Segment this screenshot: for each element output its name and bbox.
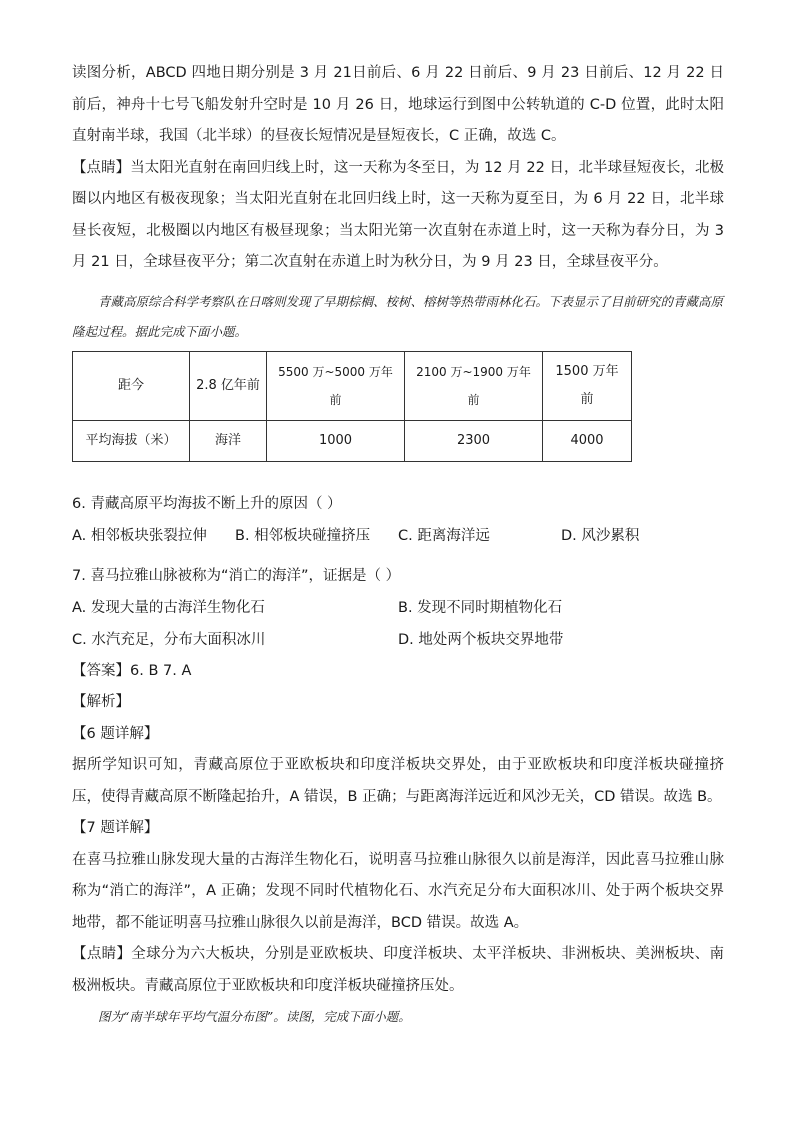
table-cell: 2300 <box>405 420 543 461</box>
q6-option-d: D. 风沙累积 <box>561 527 640 544</box>
dianjing-paragraph: 【点睛】当太阳光直射在南回归线上时，这一天称为冬至日，为 12 月 22 日，北半球昼短夜长，北极圈以内地区有极夜现象；当太阳光直射在北回归线上时，这一天称为夏至日，为 6 月 22 日，北半球昼长夜短，北极圈以内地区有极昼现象；当太阳光第一次直射在赤道上时，这一天称为春分日，为 3 月 21 日，全球昼夜平分；第二次直射在赤道上时为秋分日，为 9 月 23 日，全球昼夜平分。 <box>72 159 724 270</box>
dianjing2-paragraph: 【点睛】全球分为六大板块，分别是亚欧板块、印度洋板块、太平洋板块、非洲板块、美洲板块、南极洲板块。青藏高原位于亚欧板块和印度洋板块碰撞挤压处。 <box>72 946 724 994</box>
uplift-table <box>72 351 632 462</box>
table-cell: 2100 万~1900 万年前 <box>405 351 543 420</box>
jiexi-heading: 【解析】 <box>72 694 130 710</box>
table-row <box>73 420 632 461</box>
q7-option-a: A. 发现大量的古海洋生物化石 <box>72 599 265 616</box>
d7-heading: 【7 题详解】 <box>72 820 159 836</box>
d7-body: 在喜马拉雅山脉发现大量的古海洋生物化石，说明喜马拉雅山脉很久以前是海洋，因此喜马拉雅山脉称为“消亡的海洋”，A 正确；发现不同时代植物化石、水汽充足分布大面积冰川、处于两个板块交界地带，都不能证明喜马拉雅山脉很久以前是海洋，BCD 错误。故选 A。 <box>72 851 724 931</box>
analysis-paragraph: 读图分析，ABCD 四地日期分别是 3 月 21日前后、6 月 22 日前后、9 月 23 日前后、12 月 22 日前后，神舟十七号飞船发射升空时是 10 月 26 日，地球运行到图中公转轨道的 C-D 位置，此时太阳直射南半球，我国（北半球）的昼夜长短情况是昼短夜长，C 正确，故选 C。 <box>72 65 724 144</box>
material-paragraph: 青藏高原综合科学考察队在日喀则发现了早期棕榈、桉树、榕树等热带雨林化石。下表显示了目前研究的青藏高原隆起过程。据此完成下面小题。 <box>72 293 724 339</box>
d6-body: 据所学知识可知，青藏高原位于亚欧板块和印度洋板块交界处，由于亚欧板块和印度洋板块碰撞挤压，使得青藏高原不断隆起抬升，A 错误，B 正确；与距离海洋远近和风沙无关，CD 错误。故选 B。 <box>72 757 724 805</box>
table-cell: 距今 <box>73 351 190 420</box>
q6-option-c: C. 距离海洋远 <box>398 527 490 544</box>
table-cell: 平均海拔（米） <box>73 420 190 461</box>
table-cell: 海洋 <box>190 420 267 461</box>
table-cell: 4000 <box>543 420 632 461</box>
table-row <box>73 351 632 420</box>
document-page <box>72 58 724 1032</box>
q6-option-b: B. 相邻板块碰撞挤压 <box>235 527 371 544</box>
q7-option-d: D. 地处两个板块交界地带 <box>398 631 564 648</box>
q6-stem: 6. 青藏高原平均海拔不断上升的原因（ ） <box>72 495 342 512</box>
q7-stem: 7. 喜马拉雅山脉被称为“消亡的海洋”，证据是（ ） <box>72 567 401 584</box>
material2-paragraph: 图为“南半球年平均气温分布图”。读图，完成下面小题。 <box>98 1009 411 1024</box>
q7-options-row2 <box>72 624 724 656</box>
table-cell: 1000 <box>267 420 405 461</box>
answer-line: 【答案】6. B 7. A <box>72 662 192 679</box>
q7-option-b: B. 发现不同时期植物化石 <box>398 599 563 616</box>
q7-option-c: C. 水汽充足，分布大面积冰川 <box>72 631 266 648</box>
d6-heading: 【6 题详解】 <box>72 725 159 742</box>
table-cell: 2.8 亿年前 <box>190 351 267 420</box>
table-cell: 1500 万年前 <box>543 351 632 420</box>
table-cell: 5500 万~5000 万年前 <box>267 351 405 420</box>
q6-option-a: A. 相邻板块张裂拉伸 <box>72 527 207 544</box>
q7-options-row1 <box>72 592 724 624</box>
q6-options <box>72 520 724 552</box>
